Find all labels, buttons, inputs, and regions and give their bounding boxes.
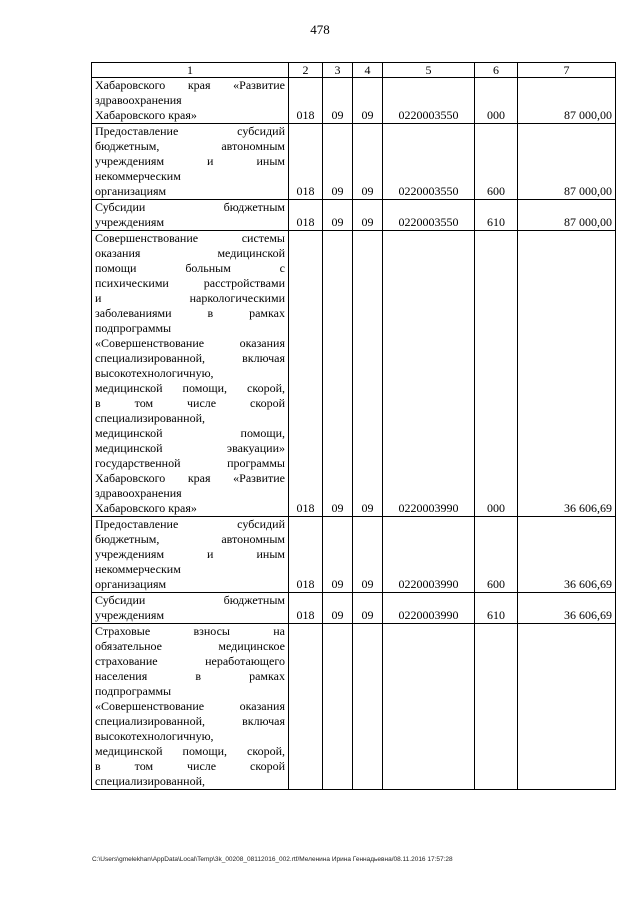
subsection-code: 09 [353,593,383,624]
description-line: Предоставление субсидий [95,517,285,531]
description-line: медицинской помощи, скорой, [95,381,285,395]
description-line: обязательное медицинское [95,639,285,653]
amount-value: 87 000,00 [518,200,616,231]
amount-value: 87 000,00 [518,78,616,124]
section-code: 09 [323,517,353,593]
target-article-code: 0220003990 [383,593,475,624]
expense-type-code: 600 [475,517,518,593]
header-cell-7: 7 [518,63,616,78]
description-line: заболеваниями в рамках [95,306,285,320]
table-row [92,231,616,517]
description-line: Хабаровского края» [95,501,197,515]
description-line: учреждениям и иным [95,547,285,561]
section-code: 09 [323,593,353,624]
description-line: медицинской эвакуации» [95,441,285,455]
description-line: страхование неработающего [95,654,285,668]
description-line: учреждениям [95,608,165,622]
description-line: психическими расстройствами [95,276,285,290]
section-code: 09 [323,124,353,200]
ministry-code: 018 [289,231,323,517]
description-line: подпрограммы [95,321,172,335]
description-line: специализированной, [95,411,206,425]
header-cell-4: 4 [353,63,383,78]
target-article-code [383,624,475,790]
expense-type-code: 000 [475,78,518,124]
expense-type-code: 000 [475,231,518,517]
amount-value: 36 606,69 [518,593,616,624]
description-line: здравоохранения [95,486,182,500]
table-row [92,517,616,593]
target-article-code: 0220003550 [383,124,475,200]
description-line: Хабаровского края «Развитие [95,78,285,92]
budget-table [91,62,616,790]
amount-value: 87 000,00 [518,124,616,200]
description-line: бюджетным, автономным [95,532,285,546]
target-article-code: 0220003550 [383,78,475,124]
row-description [92,517,289,593]
subsection-code: 09 [353,78,383,124]
description-line: высокотехнологичную, [95,366,214,380]
expense-type-code: 610 [475,593,518,624]
description-line: высокотехнологичную, [95,729,214,743]
header-row [92,63,616,78]
description-line: «Совершенствование оказания [95,336,285,350]
amount-value: 36 606,69 [518,231,616,517]
description-line: медицинской помощи, [95,426,285,440]
subsection-code: 09 [353,231,383,517]
description-line: «Совершенствование оказания [95,699,285,713]
subsection-code [353,624,383,790]
header-cell-5: 5 [383,63,475,78]
row-description [92,624,289,790]
ministry-code [289,624,323,790]
description-line: в том числе скорой [95,759,285,773]
row-description [92,78,289,124]
subsection-code: 09 [353,517,383,593]
description-line: Субсидии бюджетным [95,593,285,607]
amount-value [518,624,616,790]
table-row [92,624,616,790]
description-line: специализированной, включая [95,714,285,728]
table-row [92,124,616,200]
expense-type-code: 610 [475,200,518,231]
description-line: некоммерческим [95,562,181,576]
description-line: организациям [95,184,167,198]
description-line: населения в рамках [95,669,285,683]
subsection-code: 09 [353,200,383,231]
target-article-code: 0220003550 [383,200,475,231]
expense-type-code: 600 [475,124,518,200]
description-line: медицинской помощи, скорой, [95,744,285,758]
target-article-code: 0220003990 [383,517,475,593]
description-line: специализированной, включая [95,351,285,365]
description-line: учреждениям [95,215,165,229]
description-line: Предоставление субсидий [95,124,285,138]
table-row [92,200,616,231]
ministry-code: 018 [289,593,323,624]
subsection-code: 09 [353,124,383,200]
description-line: некоммерческим [95,169,181,183]
description-line: Страховые взносы на [95,624,285,638]
section-code: 09 [323,78,353,124]
table-row [92,593,616,624]
row-description [92,200,289,231]
header-cell-2: 2 [289,63,323,78]
description-line: специализированной, [95,774,206,788]
header-cell-3: 3 [323,63,353,78]
description-line: бюджетным, автономным [95,139,285,153]
page-number: 478 [310,22,330,37]
target-article-code: 0220003990 [383,231,475,517]
ministry-code: 018 [289,78,323,124]
description-line: подпрограммы [95,684,172,698]
description-line: учреждениям и иным [95,154,285,168]
footer-file-path: C:\Users\gmelekhan\AppData\Local\Temp\3k_00208_08112016_002.rtf/Меленина Ирина Геннадьевна/08.11.2016 17:57:28 [92,856,453,863]
description-line: и наркологическими [95,291,285,305]
header-cell-6: 6 [475,63,518,78]
row-description [92,231,289,517]
section-code [323,624,353,790]
description-line: организациям [95,577,167,591]
description-line: государственной программы [95,456,285,470]
header-cell-1: 1 [92,63,289,78]
description-line: помощи больным с [95,261,285,275]
description-line: Субсидии бюджетным [95,200,285,214]
amount-value: 36 606,69 [518,517,616,593]
ministry-code: 018 [289,517,323,593]
description-line: Совершенствование системы [95,231,285,245]
expense-type-code [475,624,518,790]
description-line: Хабаровского края «Развитие [95,471,285,485]
description-line: здравоохранения [95,93,182,107]
row-description [92,593,289,624]
ministry-code: 018 [289,124,323,200]
table-row [92,78,616,124]
description-line: оказания медицинской [95,246,285,260]
ministry-code: 018 [289,200,323,231]
description-line: в том числе скорой [95,396,285,410]
section-code: 09 [323,200,353,231]
section-code: 09 [323,231,353,517]
description-line: Хабаровского края» [95,108,197,122]
row-description [92,124,289,200]
